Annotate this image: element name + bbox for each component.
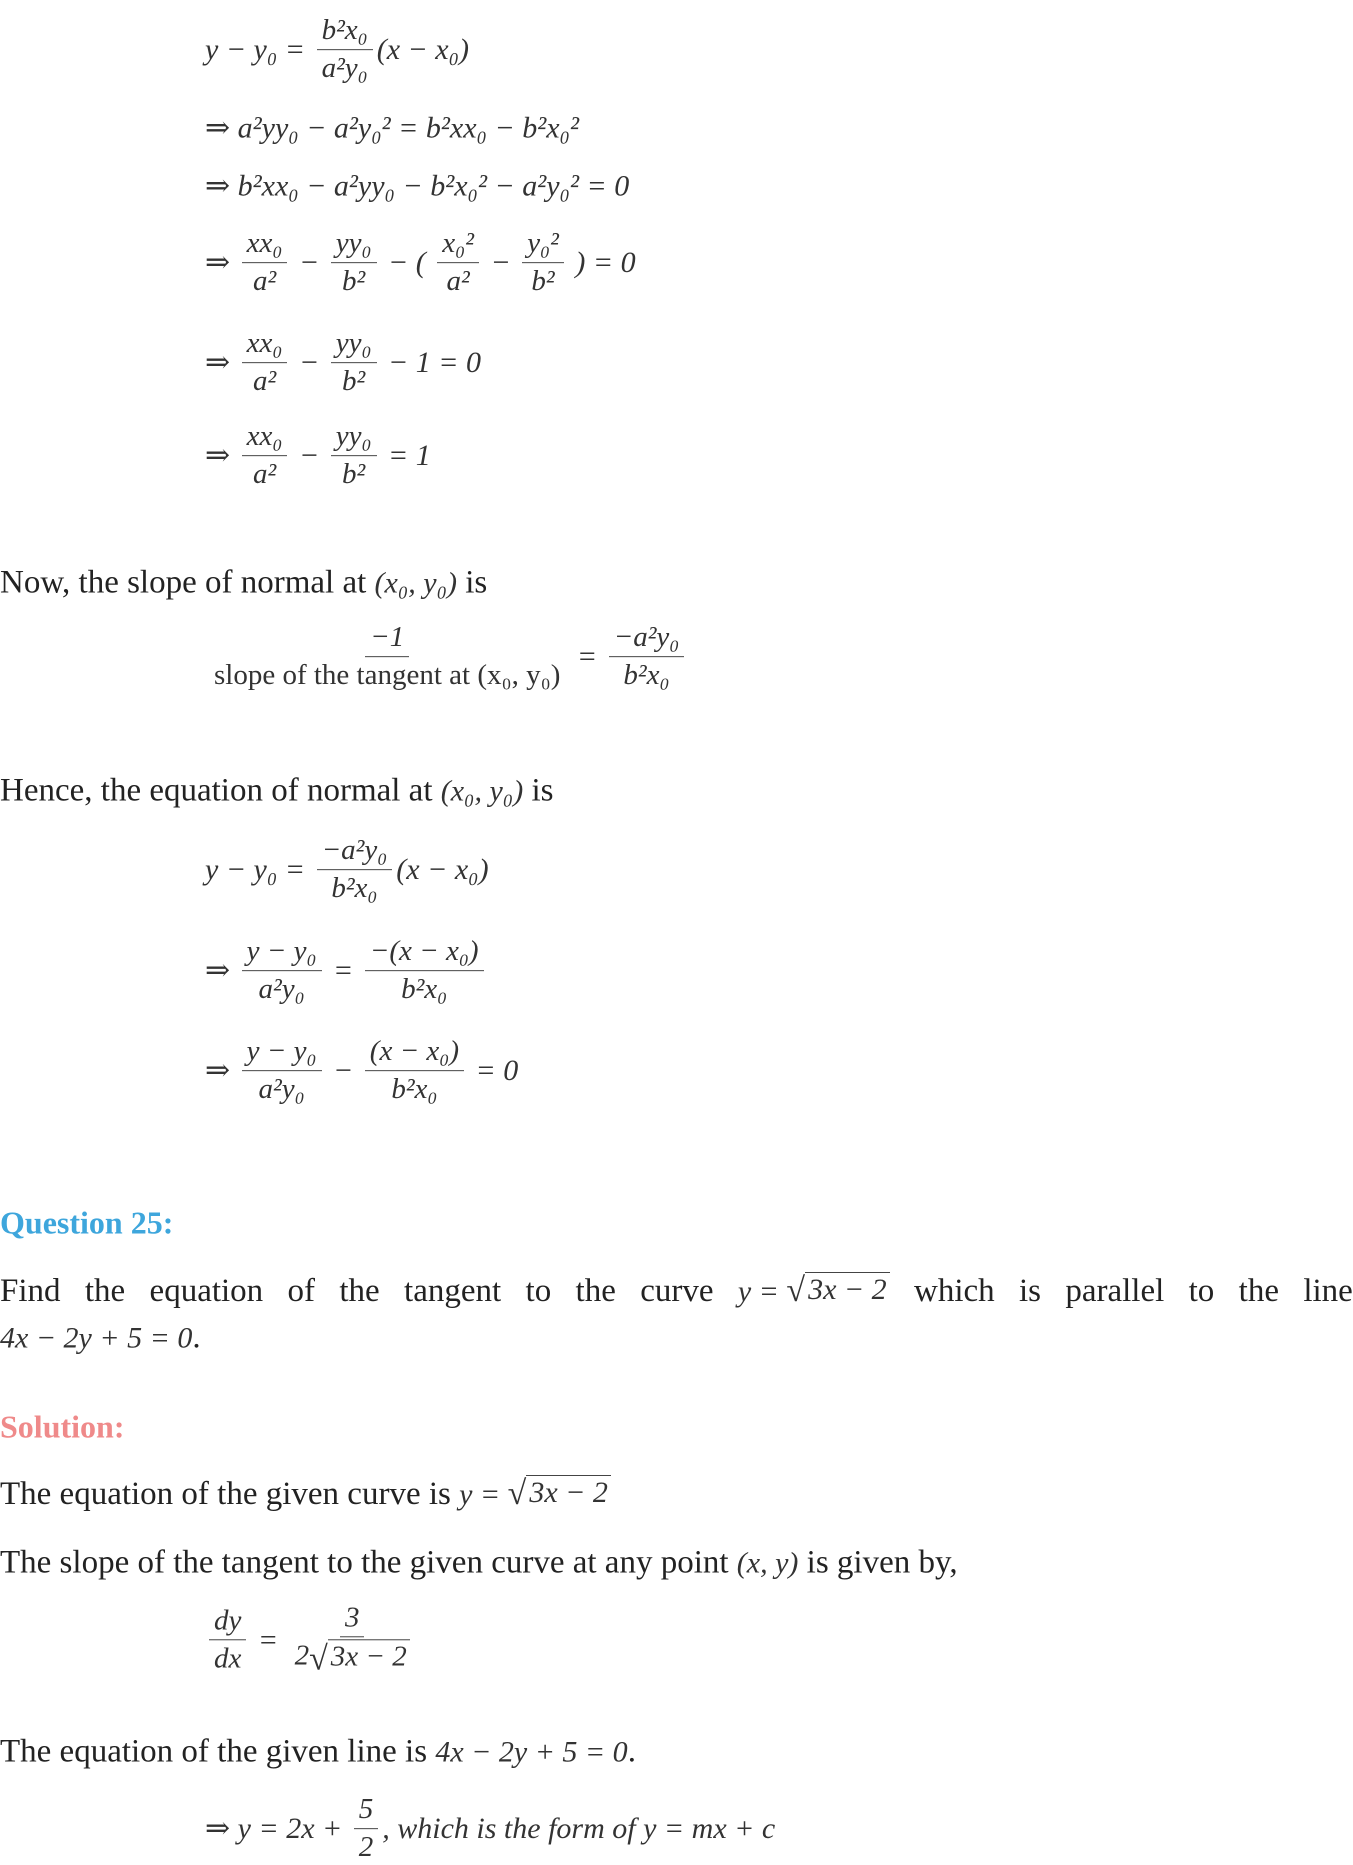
- denominator: b²: [342, 265, 366, 298]
- square-root: [786, 1272, 889, 1310]
- text-segment: =: [250, 1623, 286, 1656]
- fraction: [290, 1601, 415, 1678]
- radical-sign: √: [309, 1640, 328, 1678]
- equation-line: [205, 834, 489, 906]
- solution-heading-label: Solution:: [0, 1408, 125, 1445]
- denominator: [290, 1638, 415, 1679]
- numerator: dy: [209, 1604, 246, 1640]
- text-segment: = 1: [380, 439, 431, 472]
- text-segment: is: [1019, 1272, 1042, 1309]
- text-segment: tangent: [404, 1272, 502, 1309]
- text-segment: −: [482, 246, 519, 279]
- text-line: [0, 1320, 201, 1357]
- fraction: [609, 621, 685, 693]
- denominator: 2: [358, 1831, 374, 1864]
- math-text: 4x − 2y + 5 = 0: [435, 1735, 628, 1768]
- denominator: a²: [252, 458, 277, 491]
- text-segment: to: [1188, 1272, 1215, 1309]
- fraction: [522, 227, 564, 299]
- text-segment: the: [1238, 1272, 1279, 1309]
- numerator: yy₀: [331, 420, 377, 456]
- question-heading: [0, 1205, 173, 1242]
- fraction: [209, 1604, 246, 1676]
- square-root: [508, 1475, 611, 1513]
- fraction: [317, 834, 393, 906]
- text-line: [0, 1272, 1353, 1310]
- text-segment: the: [84, 1272, 126, 1309]
- equation-line: [205, 621, 688, 693]
- fraction: [317, 14, 373, 86]
- denominator: b²x₀: [391, 1073, 438, 1106]
- text-line: [0, 1475, 611, 1513]
- fraction: [331, 420, 377, 492]
- numerator: yy₀: [331, 327, 377, 363]
- equation-line: [205, 227, 636, 299]
- equation-line: [205, 1793, 775, 1865]
- text-segment: (x − x₀): [396, 853, 489, 886]
- math-text: (x, y): [736, 1546, 799, 1579]
- fraction: [242, 420, 288, 492]
- text-segment: which: [914, 1272, 995, 1309]
- text-segment: = 0: [468, 1054, 519, 1087]
- text-segment: is given by,: [798, 1544, 958, 1581]
- text-segment: (x − x₀): [376, 33, 470, 66]
- numerator: −a²y₀: [317, 834, 393, 870]
- text-segment: .: [192, 1319, 201, 1356]
- coefficient: 2: [294, 1639, 310, 1672]
- fraction: [242, 935, 322, 1007]
- text-segment: − 1 = 0: [380, 346, 482, 379]
- text-segment: is: [523, 772, 554, 809]
- numerator: xx₀: [242, 420, 288, 456]
- numerator: xx₀: [242, 327, 288, 363]
- text-segment: to: [525, 1272, 552, 1309]
- denominator: b²: [342, 458, 366, 491]
- fraction: [242, 227, 288, 299]
- text-segment: −: [291, 439, 327, 472]
- fraction: [242, 1035, 322, 1107]
- math-expression: [459, 1475, 611, 1513]
- denominator: b²x₀: [401, 973, 448, 1006]
- text-line: [0, 773, 554, 810]
- math-text: y =: [459, 1478, 508, 1511]
- text-segment: ⇒: [205, 1054, 238, 1088]
- text-segment: The equation of the given line is: [0, 1733, 436, 1770]
- math-expression: [737, 1546, 799, 1580]
- question-heading-label: Question 25:: [0, 1204, 174, 1241]
- text-segment: of: [287, 1272, 316, 1309]
- fraction: [365, 1035, 464, 1107]
- denominator: a²y₀: [258, 1073, 305, 1106]
- numerator: y₀²: [522, 227, 564, 263]
- math-text: y =: [737, 1275, 787, 1308]
- solution-heading: [0, 1409, 124, 1446]
- radicand: 3x − 2: [805, 1272, 890, 1307]
- text-line: [0, 1545, 958, 1582]
- text-segment: parallel: [1065, 1272, 1165, 1309]
- text-segment: is: [457, 564, 488, 601]
- numerator: 5: [354, 1793, 379, 1829]
- equation-line: [205, 935, 488, 1007]
- text-segment: ⇒ y = 2x +: [205, 1812, 350, 1846]
- text-segment: The equation of the given curve is: [0, 1475, 460, 1512]
- radicand: 3x − 2: [526, 1475, 611, 1510]
- denominator: slope of the tangent at (x₀, y₀): [214, 659, 561, 692]
- numerator: x₀²: [437, 227, 479, 263]
- numerator: 3: [340, 1601, 365, 1637]
- numerator: yy₀: [331, 227, 377, 263]
- denominator: a²: [252, 265, 277, 298]
- equation-line: [205, 420, 431, 492]
- text-line: [0, 1734, 636, 1771]
- denominator: b²x₀: [331, 872, 378, 905]
- text-segment: curve: [640, 1272, 714, 1309]
- numerator: b²x₀: [317, 14, 373, 50]
- text-segment: ⇒: [205, 246, 238, 280]
- text-segment: ⇒: [205, 954, 238, 988]
- radical-sign: √: [507, 1475, 527, 1512]
- denominator: b²x₀: [623, 659, 670, 692]
- math-expression: [643, 1812, 775, 1846]
- denominator: a²: [252, 365, 277, 398]
- text-line: [0, 565, 487, 602]
- math-text: (x₀, y₀): [440, 774, 524, 807]
- text-segment: Find: [0, 1272, 61, 1309]
- numerator: y − y₀: [242, 935, 322, 971]
- text-segment: −: [325, 1054, 361, 1087]
- text-segment: Now, the slope of normal at: [0, 564, 375, 601]
- text-segment: =: [325, 954, 361, 987]
- numerator: −a²y₀: [609, 621, 685, 657]
- math-text: (x₀, y₀): [374, 566, 458, 599]
- math-expression: [375, 566, 457, 600]
- math-expression: [441, 774, 523, 808]
- equation-line: [205, 327, 481, 399]
- math-text: 4x − 2y + 5 = 0: [0, 1321, 193, 1354]
- fraction: [365, 935, 484, 1007]
- equation-line: [205, 14, 469, 86]
- text-segment: the: [339, 1272, 380, 1309]
- square-root: [295, 1640, 410, 1679]
- fraction: [331, 227, 377, 299]
- text-segment: Hence, the equation of normal at: [0, 772, 441, 809]
- fraction: [209, 621, 565, 693]
- denominator: a²y₀: [321, 52, 368, 85]
- equation-line: [205, 1035, 518, 1107]
- equation-line: [205, 169, 629, 204]
- text-segment: the: [575, 1272, 616, 1309]
- fraction: [354, 1793, 379, 1865]
- text-segment: ⇒ a²yy₀ − a²y₀² = b²xx₀ − b²x₀²: [205, 111, 579, 145]
- denominator: a²y₀: [258, 973, 305, 1006]
- text-segment: −: [291, 346, 327, 379]
- numerator: −(x − x₀): [365, 935, 484, 971]
- text-segment: , which is the form of: [382, 1812, 644, 1845]
- text-segment: ⇒: [205, 346, 238, 380]
- denominator: b²: [531, 265, 555, 298]
- denominator: dx: [214, 1642, 242, 1675]
- text-segment: =: [569, 640, 605, 673]
- fraction: [242, 327, 288, 399]
- radicand: 3x − 2: [328, 1640, 410, 1674]
- text-segment: −: [291, 246, 327, 279]
- numerator: −1: [365, 621, 409, 657]
- numerator: (x − x₀): [365, 1035, 464, 1071]
- denominator: b²: [342, 365, 366, 398]
- equation-line: [205, 1601, 419, 1678]
- fraction: [437, 227, 479, 299]
- text-segment: The slope of the tangent to the given curve at any point: [0, 1544, 737, 1581]
- math-expression: [0, 1321, 192, 1355]
- text-segment: − (: [380, 246, 434, 279]
- math-expression: [738, 1272, 890, 1310]
- numerator: xx₀: [242, 227, 288, 263]
- denominator: a²: [446, 265, 470, 298]
- fraction: [331, 327, 377, 399]
- text-segment: ⇒ b²xx₀ − a²yy₀ − b²x₀² − a²y₀² = 0: [205, 169, 630, 203]
- math-text: y = mx + c: [643, 1812, 776, 1845]
- text-segment: line: [1303, 1272, 1353, 1309]
- text-segment: equation: [149, 1272, 264, 1309]
- radical-sign: √: [786, 1272, 806, 1309]
- text-segment: y − y₀ =: [205, 853, 313, 886]
- text-segment: ⇒: [205, 439, 238, 473]
- text-segment: ) = 0: [567, 246, 636, 279]
- text-segment: .: [627, 1733, 636, 1770]
- equation-line: [205, 111, 579, 146]
- text-segment: y − y₀ =: [205, 33, 313, 66]
- math-expression: [435, 1735, 627, 1769]
- numerator: y − y₀: [242, 1035, 322, 1071]
